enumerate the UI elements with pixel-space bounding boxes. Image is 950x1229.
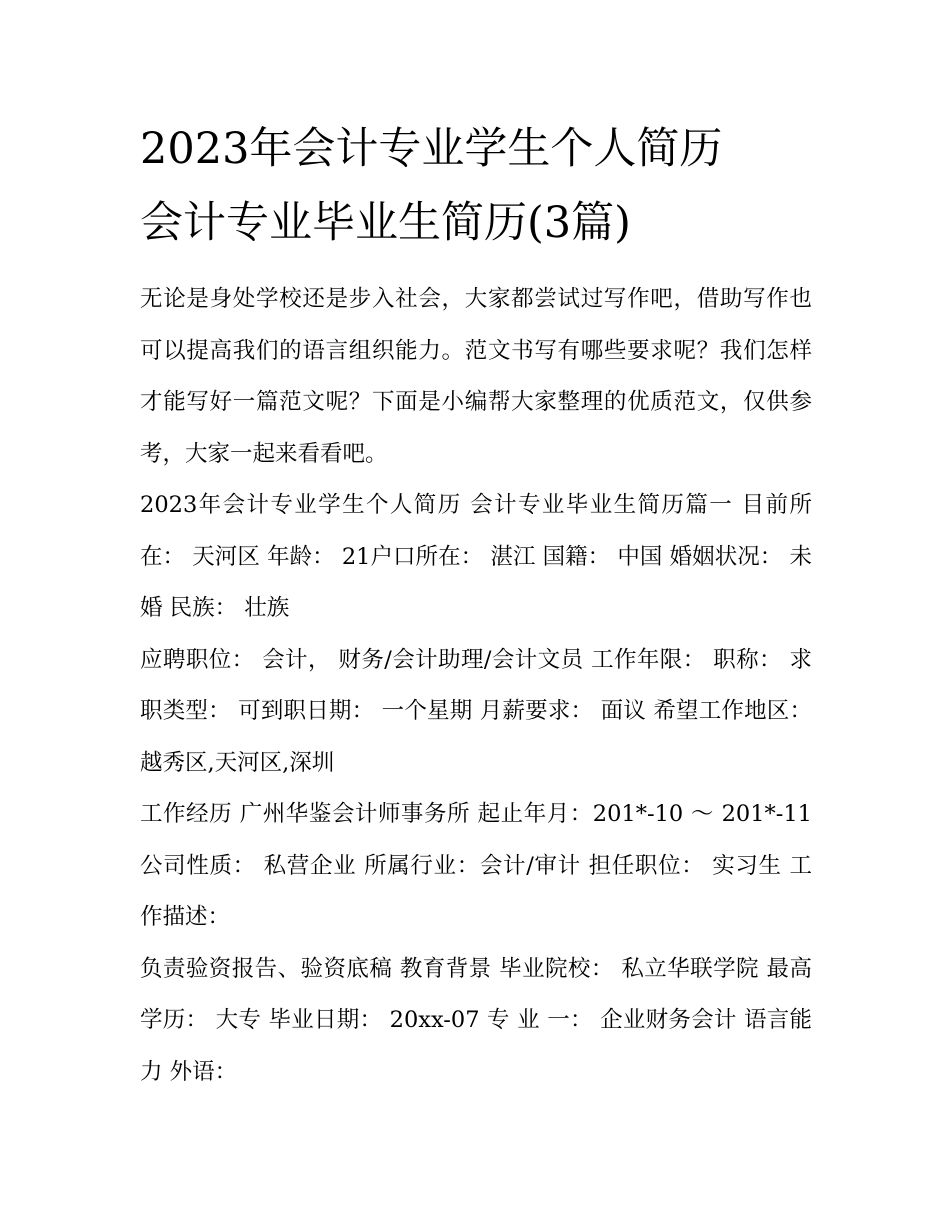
resume-basic-info-paragraph: 2023年会计专业学生个人简历 会计专业毕业生简历篇一 目前所在： 天河区 年龄： 21户口所在： 湛江 国籍： 中国 婚姻状况： 未婚 民族： 壮族 [140, 492, 812, 621]
work-experience-paragraph: 工作经历 广州华鉴会计师事务所 起止年月：201*-10 ～ 201*-11 公司性质： 私营企业 所属行业：会计/审计 担任职位： 实习生 工作描述： [140, 801, 812, 930]
title-line-2: 会计专业毕业生简历(3篇) [140, 198, 631, 248]
document-title [140, 112, 820, 260]
document-body [140, 274, 812, 1098]
intro-paragraph: 无论是身处学校还是步入社会，大家都尝试过写作吧，借助写作也可以提高我们的语言组织能力。范文书写有哪些要求呢？我们怎样才能写好一篇范文呢？下面是小编帮大家整理的优质范文，仅供参考，大家一起来看看吧。 [140, 286, 812, 467]
job-intention-paragraph: 应聘职位： 会计， 财务/会计助理/会计文员 工作年限： 职称： 求职类型： 可到职日期： 一个星期 月薪要求： 面议 希望工作地区： 越秀区,天河区,深圳 [140, 646, 812, 776]
title-line-1: 2023年会计专业学生个人简历 [140, 124, 723, 174]
education-paragraph: 负责验资报告、验资底稿 教育背景 毕业院校： 私立华联学院 最高学历： 大专 毕业日期： 20xx-07 专 业 一： 企业财务会计 语言能力 外语： [140, 955, 812, 1085]
